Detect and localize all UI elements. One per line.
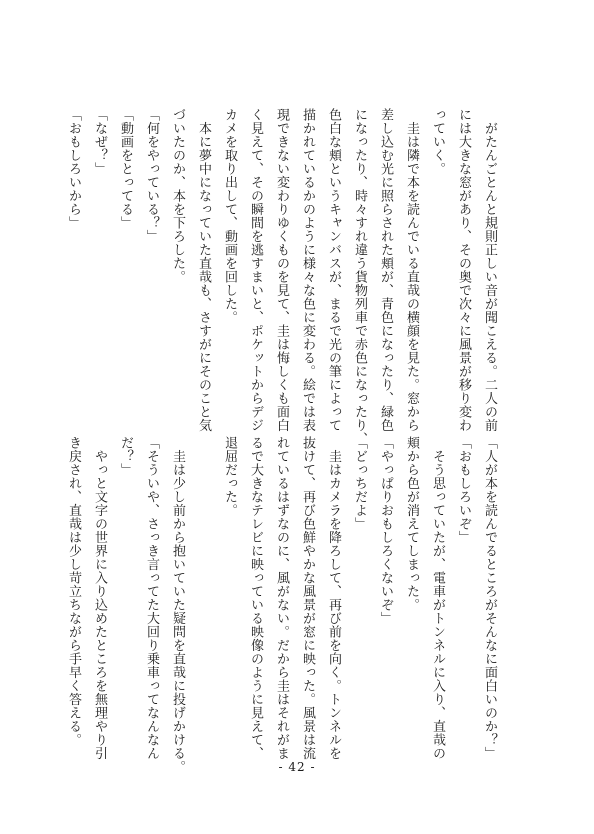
dialogue-line: 「やっぱりおもしろくないぞ」: [378, 436, 393, 625]
dialogue-line: だ？」: [118, 436, 133, 477]
text-line: れているはずなのに、風がない。だから圭はそれがま: [274, 436, 289, 760]
text-line: 色白な頬というキャンバスが、まるで光の筆によって: [326, 108, 341, 432]
text-line: やっと文字の世界に入り込めたところを無理やり引: [92, 436, 107, 760]
dialogue-line: 「おもしろいぞ」: [456, 436, 471, 544]
blank-line: [190, 436, 216, 781]
dialogue-line: 「そういや、さっき言ってた大回り乗車ってなんなん: [144, 436, 159, 760]
text-line: き戻され、直哉は少し苛立ちながら手早く答える。: [66, 436, 81, 747]
text-line: 圭はカメラを降ろして、再び前を向く。トンネルを: [326, 436, 341, 760]
upper-text-block: [60, 108, 502, 453]
text-line: く見えて、その瞬間を逃すまいと、ポケットからデジ: [248, 108, 263, 432]
text-line: 頬から色が消えてしまった。: [404, 436, 419, 612]
text-line: がたんごとんと規則正しい音が聞こえる。二人の前: [482, 108, 497, 432]
text-line: 抜けて、再び色鮮やかな風景が窓に映った。風景は流: [300, 436, 315, 760]
text-line: るで大きなテレビに映っている映像のように見えて、: [248, 436, 263, 760]
text-line: カメを取り出して、動画を回した。: [222, 108, 237, 324]
lower-text-block: [60, 436, 502, 781]
text-line: そう思っていたが、電車がトンネルに入り、直哉の: [430, 436, 445, 760]
text-line: っていく。: [430, 108, 445, 176]
text-line: 描かれているかのように様々な色に変わる。絵では表: [300, 108, 315, 432]
dialogue-line: 「なぜ？」: [92, 108, 107, 176]
text-line: には大きな窓があり、その奥で次々に風景が移り変わ: [456, 108, 471, 432]
page-number: - 42 -: [278, 760, 316, 774]
text-line: 退屈だった。: [222, 436, 237, 517]
text-line: 差し込む光に照らされた頬が、青色になったり、緑色: [378, 108, 393, 432]
text-line: 本に夢中になっていた直哉も、さすがにそのこと気: [196, 108, 211, 432]
dialogue-line: 「動画をとってる」: [118, 108, 133, 230]
dialogue-line: 「どっちだよ」: [352, 436, 367, 531]
text-line: になったり、時々すれ違う貨物列車で赤色になったり、: [352, 108, 367, 446]
text-line: 圭は少し前から抱いていた疑問を直哉に投げかける。: [170, 436, 185, 774]
text-line: 現できない変わりゆくものを見て、圭は悔しくも面白: [274, 108, 289, 432]
text-line: づいたのか、本を下ろした。: [170, 108, 185, 284]
dialogue-line: 「人が本を読んでるところがそんなに面白いのか？」: [482, 436, 497, 760]
dialogue-line: 「何をやっている？」: [144, 108, 159, 243]
text-line: 圭は隣で本を読んでいる直哉の横顔を見た。窓から: [404, 108, 419, 432]
dialogue-line: 「おもしろいから」: [66, 108, 81, 230]
